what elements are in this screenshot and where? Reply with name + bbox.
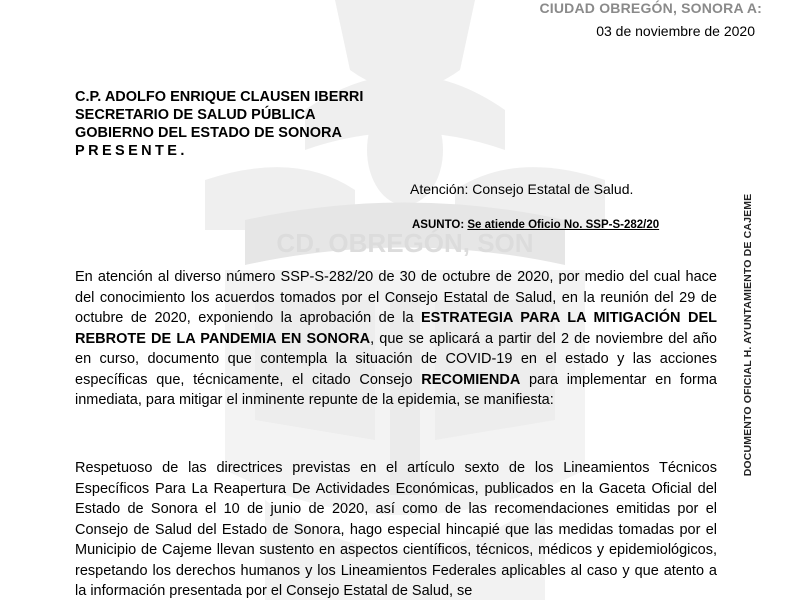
subject-reference: Se atiende Oficio No. SSP-S-282/20: [467, 219, 660, 231]
paragraph-1-text-a: En atención al diverso número SSP-S-282/20 de 30 de octubre de 2020, por medio del cual hace del conocimiento los acuerdos tomados por el Consejo Estatal de Salud, en la reunión del 29 de octubre de 2020, exponiendo la aprobación de la: [75, 269, 717, 326]
letter-date: 03 de noviembre de 2020: [596, 23, 755, 39]
recipient-name: C.P. ADOLFO ENRIQUE CLAUSEN IBERRI: [75, 89, 364, 105]
city-header: CIUDAD OBREGÓN, SONORA A:: [539, 0, 762, 16]
recipient-presente: PRESENTE.: [75, 143, 188, 159]
recipient-block: [75, 88, 363, 160]
subject-label: ASUNTO:: [412, 219, 465, 231]
paragraph-1-text-c: , que se aplicará a partir del 2 de noviembre del año en curso, documento que contempla la situación de COVID-19 en el estado y las acciones específicas que, técnicamente, el citado Consejo: [75, 330, 717, 388]
recipient-organization: GOBIERNO DEL ESTADO DE SONORA: [75, 125, 342, 141]
subject-line: [412, 219, 659, 231]
body-paragraph-1: [75, 267, 717, 411]
watermark-text: CD. OBREGÓN, SON: [276, 228, 534, 258]
sidebar-text: DOCUMENTO OFICIAL H. AYUNTAMIENTO DE CAJEME: [742, 193, 754, 477]
attention-line: Atención: Consejo Estatal de Salud.: [410, 181, 634, 197]
strategy-title: ESTRATEGIA PARA LA MITIGACIÓN DEL REBROTE DE LA PANDEMIA EN SONORA: [75, 310, 717, 347]
recommends-emphasis: RECOMIENDA: [421, 371, 521, 388]
body-paragraph-2: Respetuoso de las directrices previstas en el artículo sexto de los Lineamientos Técnicos Específicos Para La Reapertura De Actividades Económicas, publicados en la Gaceta Oficial del Estado de Sonora el 10 de junio de 2020, así como de las recomendaciones emitidas por el Consejo de Salud del Estado de Sonora, hago especial hincapié que las medidas tomadas por el Municipio de Cajeme llevan sustento en aspectos científicos, técnicos, médicos y epidemiológicos, respetando los derechos humanos y los Lineamientos Federales aplicables al caso y que atento a la información presentada por el Consejo Estatal de Salud, se: [75, 460, 717, 599]
official-document-sidebar: [733, 160, 763, 510]
paragraph-1-text-e: para implementar en forma inmediata, para mitigar el inminente repunte de la epidemia, se manifiesta:: [75, 371, 717, 408]
recipient-title: SECRETARIO DE SALUD PÚBLICA: [75, 107, 316, 123]
